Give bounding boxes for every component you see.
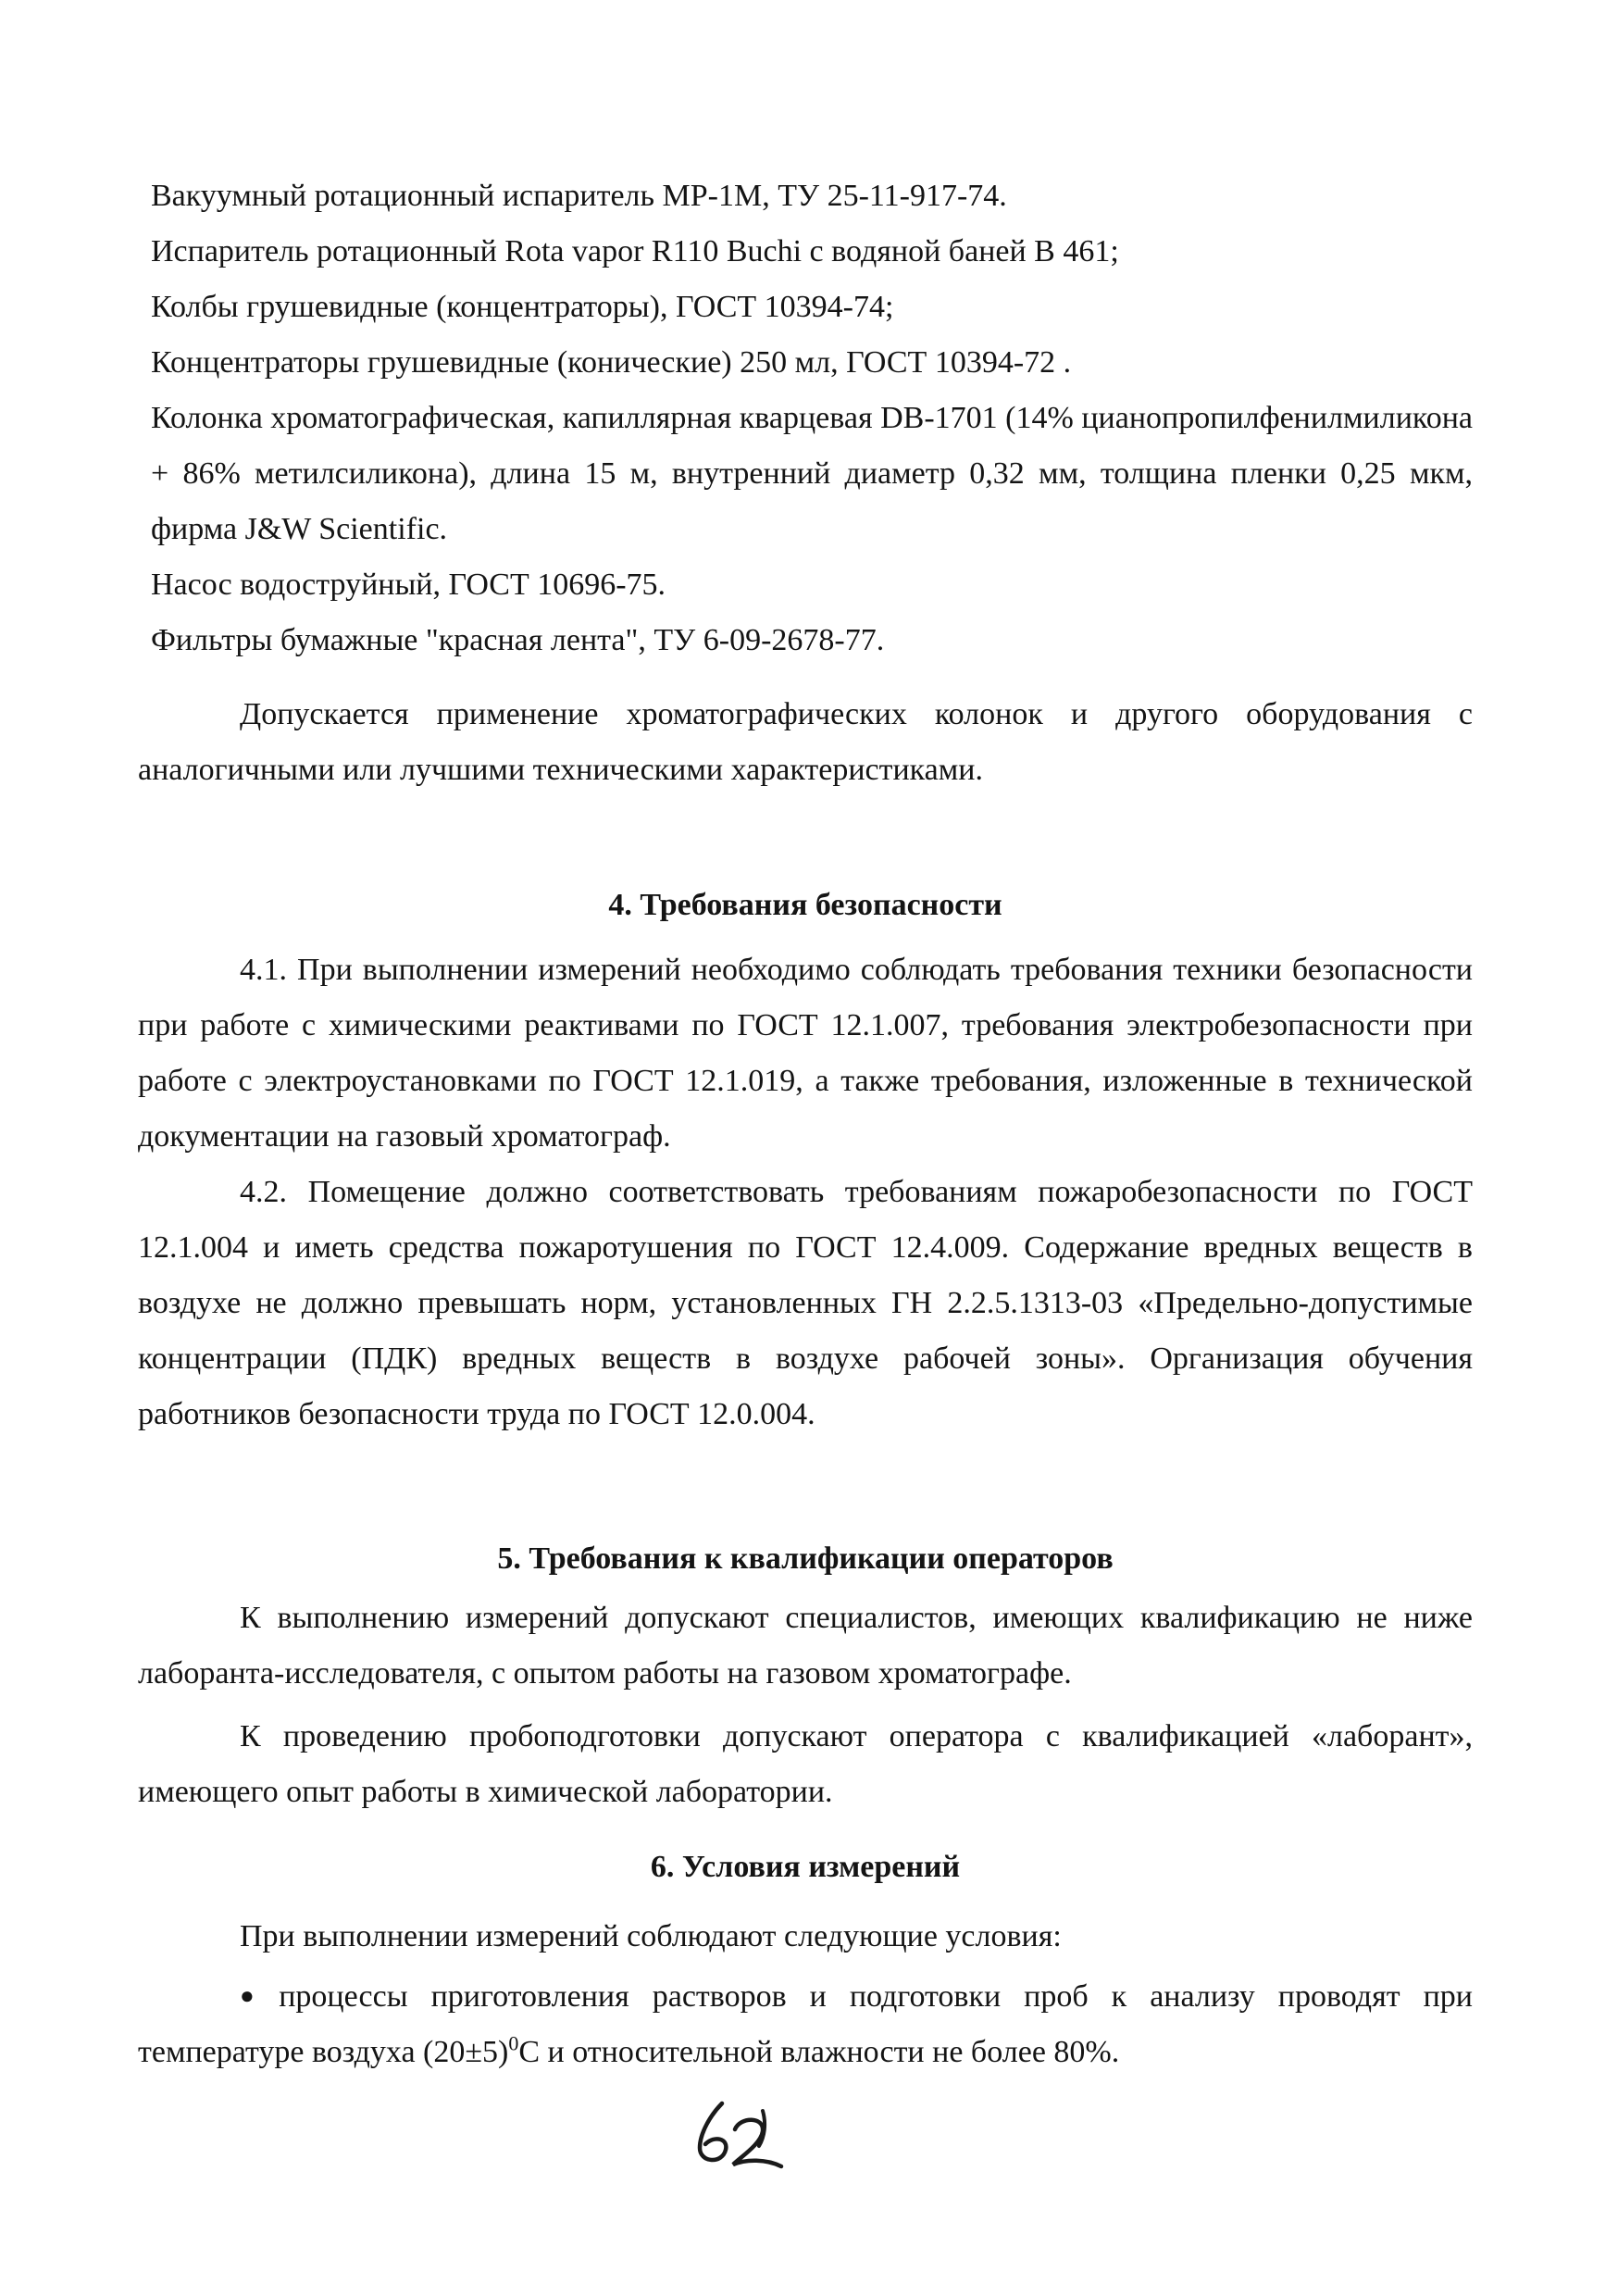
superscript: 0 (508, 2031, 519, 2055)
bullet-text: процессы приготовления растворов и подготовки проб к анализу проводят при температуре воздуха (20±5) (138, 1979, 1473, 2069)
bullet-icon: ● (240, 1982, 270, 2009)
paragraph: 4.2. Помещение должно соответствовать требованиям пожаробезопасности по ГОСТ 12.1.004 и иметь средства пожаротушения по ГОСТ 12.4.009. Содержание вредных веществ в воздухе не должно превышать норм, установленных ГН 2.2.5.1313-03 «Предельно-допустимые концентрации (ПДК) вредных веществ в воздухе рабочей зоны». Организация обучения работников безопасности труда по ГОСТ 12.0.004. (138, 1175, 1473, 1431)
section-safety-body (138, 942, 1473, 1442)
section-qualification-body (138, 1591, 1473, 1820)
equipment-list (151, 168, 1473, 668)
paragraph: К проведению пробоподготовки допускают оператора с квалификацией «лаборант», имеющего опыт работы в химической лаборатории. (138, 1719, 1473, 1809)
paragraph: При выполнении измерений соблюдают следующие условия: (240, 1919, 1062, 1953)
equipment-item: Насос водоструйный, ГОСТ 10696-75. (151, 568, 666, 602)
equipment-item: Вакуумный ротационный испаритель МР-1М, ТУ 25-11-917-74. (151, 179, 1007, 213)
paragraph: 4.1. При выполнении измерений необходимо соблюдать требования техники безопасности при работе с химическими реактивами по ГОСТ 12.1.007, требования электробезопасности при работе с электроустановками по ГОСТ 12.1.019, а также требования, изложенные в технической документации на газовый хроматограф. (138, 953, 1473, 1154)
equipment-item: Концентраторы грушевидные (конические) 250 мл, ГОСТ 10394-72 . (151, 345, 1072, 380)
section-heading: 4. Требования безопасности (608, 888, 1002, 922)
bullet-item (138, 1968, 1473, 2080)
section-conditions-body (138, 1909, 1473, 2080)
equipment-item: Колбы грушевидные (концентраторы), ГОСТ 10394-74; (151, 290, 894, 324)
equipment-item: Колонка хроматографическая, капиллярная кварцевая DB-1701 (14% цианопропилфенилмиликона + 86% метилсиликона), длина 15 м, внутренний диаметр 0,32 мм, толщина пленки 0,25 мкм, фирма J&W Scientific. (151, 401, 1473, 546)
handwritten-page-number (685, 2092, 787, 2176)
equipment-note: Допускается применение хроматографических колонок и другого оборудования с аналогичными или лучшими техническими характеристиками. (138, 697, 1473, 787)
equipment-item: Испаритель ротационный Rota vapor R110 Buchi с водяной баней В 461; (151, 234, 1119, 268)
equipment-note-block (138, 687, 1473, 798)
paragraph: К выполнению измерений допускают специалистов, имеющих квалификацию не ниже лаборанта-исследователя, с опытом работы на газовом хроматографе. (138, 1601, 1473, 1691)
bullet-text-end: С и относительной влажности не более 80%. (518, 2035, 1120, 2069)
section-conditions (138, 1840, 1473, 1895)
equipment-item: Фильтры бумажные "красная лента", ТУ 6-09-2678-77. (151, 623, 885, 657)
section-safety (138, 878, 1473, 933)
section-qualification (138, 1531, 1473, 1587)
section-heading: 5. Требования к квалификации операторов (497, 1541, 1114, 1576)
section-heading: 6. Условия измерений (650, 1850, 961, 1884)
